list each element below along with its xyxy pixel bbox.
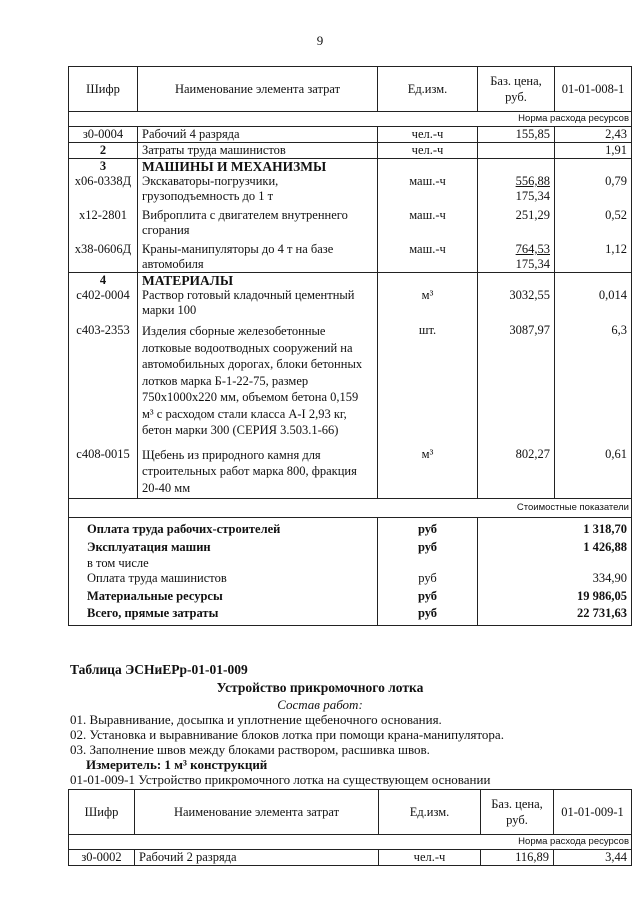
header-name: Наименование элемента затрат: [138, 67, 378, 112]
table-row: Эксплуатация машин руб 1 426,88: [69, 539, 632, 557]
table-row: 2 Затраты труда машинистов чел.-ч 1,91: [69, 143, 632, 159]
norm-label: Норма расхода ресурсов: [69, 112, 632, 127]
table-row: з0-0002 Рабочий 2 разряда чел.-ч 116,89 3,44: [69, 850, 632, 866]
work-item: 02. Установка и выравнивание блоков лотка при помощи крана-манипулятора.: [70, 727, 504, 742]
header-code: Шифр: [69, 67, 138, 112]
header-code: Шифр: [69, 790, 135, 835]
table-row: Оплата труда рабочих-строителей руб 1 318,70: [69, 518, 632, 539]
work-item: 01. Выравнивание, досыпка и уплотнение щебеночного основания.: [70, 712, 442, 727]
table-row: х12-2801 Виброплита с двигателем внутреннего сгорания маш.-ч 251,29 0,52: [69, 204, 632, 238]
table-row: з0-0004 Рабочий 4 разряда чел.-ч 155,85 2,43: [69, 127, 632, 143]
table-row: в том числе: [69, 556, 632, 570]
section-heading-machines: 3 МАШИНЫ И МЕХАНИЗМЫ: [69, 159, 632, 175]
norm-label: Норма расхода ресурсов: [69, 835, 632, 850]
header-norm: 01-01-008-1: [555, 67, 632, 112]
header-name: Наименование элемента затрат: [135, 790, 379, 835]
table-row: х38-0606Д Краны-манипуляторы до 4 т на базе автомобиля маш.-ч 764,53 175,34 1,12: [69, 238, 632, 273]
works-heading: Состав работ:: [277, 697, 363, 712]
header-norm: 01-01-009-1: [554, 790, 632, 835]
measure: Измеритель: 1 м³ конструкций: [86, 757, 268, 772]
table-row: Всего, прямые затраты руб 22 731,63: [69, 605, 632, 625]
table-row: с408-0015 Щебень из природного камня для строительных работ марка 800, фракция 20-40 мм м³ 802,27 0,61: [69, 445, 632, 499]
table-row: х06-0338Д Экскаваторы-погрузчики, грузоподъемность до 1 т маш.-ч 556,88 175,34 0,79: [69, 174, 632, 204]
cost-label: Стоимостные показатели: [69, 499, 632, 518]
table-header: [69, 67, 632, 112]
table-header: [69, 790, 632, 835]
section-heading-materials: 4 МАТЕРИАЛЫ: [69, 273, 632, 289]
page-number: 9: [316, 33, 324, 48]
header-unit: Ед.изм.: [378, 67, 478, 112]
resource-table-1: [68, 66, 632, 626]
header-unit: Ед.изм.: [379, 790, 481, 835]
table-title: Таблица ЭСНиЕРр-01-01-009: [70, 662, 248, 677]
work-item: 03. Заполнение швов между блоками раствором, расшивка швов.: [70, 742, 430, 757]
header-price: Баз. цена, руб.: [481, 790, 554, 835]
resource-table-2: [68, 789, 632, 866]
table-row: с402-0004 Раствор готовый кладочный цементный марки 100 м³ 3032,55 0,014: [69, 288, 632, 318]
header-price: Баз. цена, руб.: [478, 67, 555, 112]
table-row: с403-2353 Изделия сборные железобетонные лотковые водоотводных сооружений на автомобильных дорогах, блоки бетонных лотков марка Б-1-22-75, размер 750х1000х220 мм, объемом бетона 0,159 м³ с расходом стали класса А-I 2,93 кг, бетон марки 300 (СЕРИЯ 3.503.1-66) шт. 3087,97 6,3: [69, 318, 632, 445]
table-row: Оплата труда машинистов руб 334,90: [69, 570, 632, 588]
section-subtitle: Устройство прикромочного лотка: [216, 680, 424, 695]
item-title: 01-01-009-1 Устройство прикромочного лотка на существующем основании: [70, 772, 491, 787]
table-row: Материальные ресурсы руб 19 986,05: [69, 588, 632, 606]
